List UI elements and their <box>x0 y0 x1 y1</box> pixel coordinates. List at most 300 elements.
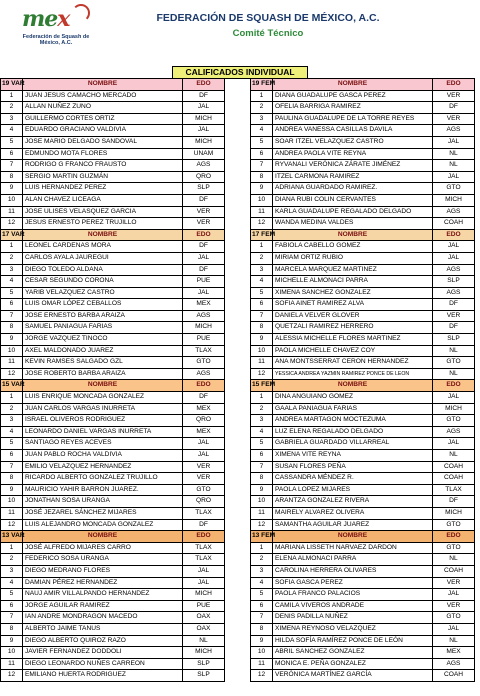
rank-cell: 9 <box>251 334 273 346</box>
table-row <box>251 264 475 276</box>
state-cell: MICH <box>183 589 225 601</box>
player-name-cell: JOSE ULISES VELASQUEZ GARCIA <box>23 206 183 218</box>
table-row <box>251 183 475 195</box>
rank-cell: 9 <box>251 484 273 496</box>
table-row <box>1 519 225 531</box>
player-name-cell: AXEL MALDONADO JUAREZ <box>23 345 183 357</box>
femenil-category-header <box>251 531 475 543</box>
squash-ball-icon <box>72 4 90 22</box>
rank-cell: 2 <box>1 554 23 566</box>
table-row <box>1 600 225 612</box>
state-cell: VER <box>183 473 225 485</box>
document-header <box>0 0 480 62</box>
player-name-cell: SANTIAGO REYES ACEVES <box>23 438 183 450</box>
state-cell: DF <box>433 322 475 334</box>
rank-cell: 10 <box>1 345 23 357</box>
state-cell: GTO <box>433 415 475 427</box>
rank-cell: 7 <box>251 612 273 624</box>
player-name-cell: CAROLINA HERRERA OLIVARES <box>273 565 433 577</box>
category-label: 19 VAR <box>1 79 23 91</box>
rank-cell: 11 <box>1 206 23 218</box>
state-cell: JAL <box>183 102 225 114</box>
table-row <box>1 415 225 427</box>
femenil-category-header <box>251 79 475 91</box>
state-column-header: EDO <box>433 229 475 241</box>
rank-cell: 7 <box>1 310 23 322</box>
table-row <box>251 403 475 415</box>
state-column-header: EDO <box>183 229 225 241</box>
table-row <box>1 113 225 125</box>
table-row <box>1 670 225 682</box>
state-cell: TLAX <box>183 507 225 519</box>
table-row <box>1 160 225 172</box>
rank-cell: 8 <box>1 623 23 635</box>
rank-cell: 4 <box>251 276 273 288</box>
player-name-cell: EDMUNDO MOTA FLORES <box>23 148 183 160</box>
committee-subtitle: Comité Técnico <box>232 28 304 39</box>
rank-cell: 6 <box>251 148 273 160</box>
federation-logo <box>18 4 90 54</box>
state-cell: DF <box>183 392 225 404</box>
rank-cell: 5 <box>1 136 23 148</box>
rank-cell: 10 <box>1 647 23 659</box>
state-cell: PUE <box>183 334 225 346</box>
state-cell: AGS <box>183 160 225 172</box>
player-name-cell: SERGIO MARTIN GUZMÁN <box>23 171 183 183</box>
rank-cell: 4 <box>251 577 273 589</box>
rank-cell: 8 <box>1 322 23 334</box>
rank-cell: 5 <box>251 287 273 299</box>
table-row <box>251 450 475 462</box>
state-cell: DF <box>433 102 475 114</box>
state-cell: VER <box>433 113 475 125</box>
state-cell: OAX <box>183 623 225 635</box>
rank-cell: 9 <box>1 334 23 346</box>
state-cell: COAH <box>433 461 475 473</box>
table-row <box>251 125 475 137</box>
state-cell: DF <box>183 519 225 531</box>
state-cell: JAL <box>183 252 225 264</box>
state-cell: DF <box>183 194 225 206</box>
table-row <box>1 345 225 357</box>
player-name-cell: DINA ANGUIANO GOMEZ <box>273 392 433 404</box>
table-row <box>251 299 475 311</box>
state-cell: GTO <box>433 612 475 624</box>
state-cell: PUE <box>183 276 225 288</box>
state-cell: AGS <box>183 368 225 380</box>
femenil-category-header <box>251 380 475 392</box>
state-cell: TLAX <box>433 484 475 496</box>
player-name-cell: ANDREA MARTAGON MOCTEZUMA <box>273 415 433 427</box>
table-row <box>1 623 225 635</box>
state-cell: AGS <box>433 206 475 218</box>
player-name-cell: MARIANA LISSETH NARVAEZ DARDON <box>273 542 433 554</box>
state-cell: GTO <box>433 519 475 531</box>
player-name-cell: GUILLERMO CORTES ORTIZ <box>23 113 183 125</box>
player-name-cell: CASSANDRA MÉNDEZ R. <box>273 473 433 485</box>
player-name-cell: PAOLA FRANCO PALACIOS <box>273 589 433 601</box>
rank-cell: 9 <box>1 183 23 195</box>
table-row <box>251 113 475 125</box>
rank-cell: 5 <box>1 287 23 299</box>
table-row <box>1 554 225 566</box>
rank-cell: 10 <box>251 647 273 659</box>
player-name-cell: SOFIA GASCA PEREZ <box>273 577 433 589</box>
rank-cell: 1 <box>251 90 273 102</box>
state-cell: MEX <box>433 647 475 659</box>
state-cell: SLP <box>183 658 225 670</box>
player-name-cell: ANA MONTSSERRAT CERON HERNANDEZ <box>273 357 433 369</box>
rank-cell: 9 <box>251 183 273 195</box>
table-row <box>251 461 475 473</box>
player-name-cell: ADRIANA GUARDADO RAMIREZ. <box>273 183 433 195</box>
table-row <box>251 438 475 450</box>
state-cell: SLP <box>183 670 225 682</box>
table-row <box>1 125 225 137</box>
rank-cell: 12 <box>251 368 273 380</box>
table-row <box>251 658 475 670</box>
state-cell: COAH <box>433 473 475 485</box>
rank-cell: 3 <box>251 264 273 276</box>
name-column-header: NOMBRE <box>273 229 433 241</box>
rank-cell: 8 <box>251 623 273 635</box>
state-cell: AGS <box>433 658 475 670</box>
rank-cell: 5 <box>251 438 273 450</box>
category-label: 15 VAR <box>1 380 23 392</box>
rank-cell: 11 <box>1 507 23 519</box>
player-name-cell: LEONEL CARDENAS MORA <box>23 241 183 253</box>
name-column-header: NOMBRE <box>23 229 183 241</box>
player-name-cell: DIEGO MEDRANO FLORES <box>23 565 183 577</box>
state-cell: AGS <box>183 310 225 322</box>
name-column-header: NOMBRE <box>23 79 183 91</box>
state-cell: MICH <box>433 403 475 415</box>
table-row <box>251 542 475 554</box>
player-name-cell: JORGE AGUILAR RAMIREZ <box>23 600 183 612</box>
player-name-cell: JESUS ERNESTO PEREZ TRUJILLO <box>23 218 183 230</box>
table-row <box>251 194 475 206</box>
player-name-cell: ALESSIA MICHELLE FLORES MARTINEZ <box>273 334 433 346</box>
player-name-cell: KEVIN RAMSES SALGADO GZL <box>23 357 183 369</box>
player-name-cell: JAVIER FERNANDEZ DODDOLI <box>23 647 183 659</box>
table-row <box>251 90 475 102</box>
logo-wordmark: mex <box>22 6 70 32</box>
state-cell: JAL <box>183 438 225 450</box>
player-name-cell: RODRIGO G FRANCO FRAUSTO <box>23 160 183 172</box>
player-name-cell: JUAN PABLO ROCHA VALDIVIA <box>23 450 183 462</box>
rank-cell: 2 <box>251 252 273 264</box>
category-label: 17 VAR <box>1 229 23 241</box>
varonil-category-header <box>1 380 225 392</box>
state-cell: JAL <box>433 241 475 253</box>
state-cell: TLAX <box>183 345 225 357</box>
state-column-header: EDO <box>433 380 475 392</box>
table-row <box>251 392 475 404</box>
player-name-cell: XIMENA SANCHEZ GONZALEZ <box>273 287 433 299</box>
rank-cell: 9 <box>1 484 23 496</box>
state-cell: JAL <box>433 392 475 404</box>
rank-cell: 12 <box>251 519 273 531</box>
rank-cell: 4 <box>1 577 23 589</box>
table-row <box>1 287 225 299</box>
rank-cell: 6 <box>1 148 23 160</box>
table-row <box>1 612 225 624</box>
player-name-cell: DIANA RUBI COLIN CERVANTES <box>273 194 433 206</box>
state-column-header: EDO <box>183 380 225 392</box>
player-name-cell: PAULINA GUADALUPE DE LA TORRE REYES <box>273 113 433 125</box>
state-cell: QRO <box>183 171 225 183</box>
table-row <box>251 507 475 519</box>
rank-cell: 6 <box>1 450 23 462</box>
player-name-cell: JUAN CARLOS VARGAS INURRETA <box>23 403 183 415</box>
player-name-cell: MAIRELY ALVAREZ OLIVERA <box>273 507 433 519</box>
state-column-header: EDO <box>183 79 225 91</box>
state-cell: MICH <box>183 647 225 659</box>
state-cell: SLP <box>433 276 475 288</box>
rank-cell: 1 <box>1 241 23 253</box>
state-cell: AGS <box>433 125 475 137</box>
player-name-cell: JOSE MARIO DELGADO SANDOVAL <box>23 136 183 148</box>
table-row <box>1 102 225 114</box>
state-cell: DF <box>433 299 475 311</box>
player-name-cell: DIEGO ALBERTO QUIROZ RAZO <box>23 635 183 647</box>
name-column-header: NOMBRE <box>273 380 433 392</box>
state-cell: QRO <box>183 415 225 427</box>
rank-cell: 1 <box>251 542 273 554</box>
rank-cell: 3 <box>1 415 23 427</box>
table-row <box>1 473 225 485</box>
rank-cell: 10 <box>1 496 23 508</box>
state-cell: GTO <box>183 484 225 496</box>
state-cell: DF <box>433 496 475 508</box>
rank-cell: 7 <box>1 461 23 473</box>
state-cell: MICH <box>183 322 225 334</box>
player-name-cell: JOSE ROBERTO BARBA ARAIZA <box>23 368 183 380</box>
table-row <box>1 194 225 206</box>
rank-cell: 12 <box>1 368 23 380</box>
player-name-cell: JUAN JESUS CAMACHO MERCADO <box>23 90 183 102</box>
rank-cell: 8 <box>1 171 23 183</box>
state-cell: JAL <box>433 171 475 183</box>
state-cell: TLAX <box>183 542 225 554</box>
table-row <box>1 403 225 415</box>
player-name-cell: FEDERICO SOSA URANGA <box>23 554 183 566</box>
table-row <box>251 589 475 601</box>
state-column-header: EDO <box>183 531 225 543</box>
state-cell: NL <box>433 635 475 647</box>
player-name-cell: DAMIAN PÉREZ HERNANDEZ <box>23 577 183 589</box>
state-cell: DF <box>183 90 225 102</box>
player-name-cell: JOSÉ JEZAREL SÁNCHEZ MIJARES <box>23 507 183 519</box>
rank-cell: 12 <box>1 519 23 531</box>
state-cell: VER <box>433 310 475 322</box>
player-name-cell: JORGE VAZQUEZ TINOCO <box>23 334 183 346</box>
state-cell: AGS <box>433 264 475 276</box>
state-cell: AGS <box>433 287 475 299</box>
table-row <box>1 171 225 183</box>
table-row <box>251 612 475 624</box>
table-row <box>1 635 225 647</box>
state-cell: MICH <box>183 136 225 148</box>
player-name-cell: ISRAEL OLIVEROS RODRIGUEZ <box>23 415 183 427</box>
state-cell: NL <box>433 148 475 160</box>
category-label: 15 FEM <box>251 380 273 392</box>
table-row <box>251 218 475 230</box>
state-cell: MEX <box>183 299 225 311</box>
table-row <box>251 484 475 496</box>
rank-cell: 11 <box>251 357 273 369</box>
rank-cell: 1 <box>1 90 23 102</box>
table-row <box>1 507 225 519</box>
table-row <box>251 148 475 160</box>
table-row <box>1 461 225 473</box>
table-row <box>1 589 225 601</box>
table-row <box>251 496 475 508</box>
rank-cell: 4 <box>1 276 23 288</box>
rank-cell: 4 <box>251 125 273 137</box>
player-name-cell: CAMILA VIVEROS ANDRADE <box>273 600 433 612</box>
rank-cell: 4 <box>1 125 23 137</box>
rank-cell: 6 <box>251 450 273 462</box>
player-name-cell: DIEGO TOLEDO ALDANA <box>23 264 183 276</box>
rank-cell: 2 <box>251 403 273 415</box>
organization-title: FEDERACIÓN DE SQUASH DE MÉXICO, A.C. <box>156 12 380 24</box>
state-cell: VER <box>433 577 475 589</box>
state-column-header: EDO <box>433 531 475 543</box>
table-row <box>1 450 225 462</box>
table-row <box>1 310 225 322</box>
player-name-cell: LUZ ELENA REGALADO DELGADO <box>273 426 433 438</box>
table-row <box>1 484 225 496</box>
state-cell: SLP <box>183 183 225 195</box>
rank-cell: 11 <box>1 658 23 670</box>
rank-cell: 8 <box>251 473 273 485</box>
player-name-cell: RYVANALI VERÓNICA ZÁRATE JIMÉNEZ <box>273 160 433 172</box>
rank-cell: 6 <box>251 600 273 612</box>
table-row <box>1 658 225 670</box>
femenil-column <box>250 78 474 682</box>
state-cell: VER <box>433 600 475 612</box>
state-cell: JAL <box>183 125 225 137</box>
player-name-cell: ALLAN NUÑEZ ZUNO <box>23 102 183 114</box>
player-name-cell: SAMUEL PANIAGUA FARIAS <box>23 322 183 334</box>
table-row <box>251 287 475 299</box>
rank-cell: 4 <box>251 426 273 438</box>
state-cell: VER <box>183 218 225 230</box>
rank-cell: 8 <box>1 473 23 485</box>
rank-cell: 2 <box>251 102 273 114</box>
player-name-cell: HILDA SOFÍA RAMÍREZ PONCE DE LEÓN <box>273 635 433 647</box>
player-name-cell: MONICA E. PEÑA GONZALEZ <box>273 658 433 670</box>
rank-cell: 5 <box>251 136 273 148</box>
player-name-cell: QUETZALI RAMIREZ HERRERO <box>273 322 433 334</box>
varonil-table <box>0 78 225 682</box>
state-cell: MEX <box>183 426 225 438</box>
state-cell: JAL <box>183 287 225 299</box>
player-name-cell: ALAN CHAVEZ LICEAGA <box>23 194 183 206</box>
rank-cell: 5 <box>1 438 23 450</box>
name-column-header: NOMBRE <box>273 79 433 91</box>
player-name-cell: GABRIELA GUARDADO VILLARREAL <box>273 438 433 450</box>
state-cell: DF <box>183 241 225 253</box>
rank-cell: 11 <box>251 507 273 519</box>
player-name-cell: DIANA GUADALUPE GASCA PEREZ <box>273 90 433 102</box>
table-row <box>251 252 475 264</box>
rank-cell: 2 <box>1 252 23 264</box>
table-row <box>251 519 475 531</box>
table-row <box>251 426 475 438</box>
state-cell: NL <box>183 635 225 647</box>
table-row <box>251 345 475 357</box>
player-name-cell: IAN ANDRE MONDRAGON MACEDO <box>23 612 183 624</box>
rank-cell: 2 <box>1 102 23 114</box>
player-name-cell: ITZEL CARMONA RAMIREZ <box>273 171 433 183</box>
player-name-cell: LUIS ENRIQUE MONCADA GONZALEZ <box>23 392 183 404</box>
rank-cell: 3 <box>251 415 273 427</box>
table-row <box>251 171 475 183</box>
state-cell: VER <box>183 206 225 218</box>
state-cell: NL <box>433 345 475 357</box>
category-label: 13 FEM <box>251 531 273 543</box>
table-row <box>1 218 225 230</box>
table-row <box>1 241 225 253</box>
player-name-cell: PAOLA LOPEZ MIJARES <box>273 484 433 496</box>
rank-cell: 8 <box>251 322 273 334</box>
table-row <box>251 473 475 485</box>
varonil-category-header <box>1 229 225 241</box>
table-row <box>251 368 475 380</box>
player-name-cell: RICARDO ALBERTO GONZALEZ TRUJILLO <box>23 473 183 485</box>
state-cell: JAL <box>183 577 225 589</box>
rank-cell: 9 <box>251 635 273 647</box>
player-name-cell: ANDREA PAOLA VITE REYNA <box>273 148 433 160</box>
section-banner: CALIFICADOS INDIVIDUAL <box>172 66 308 79</box>
table-row <box>1 299 225 311</box>
player-name-cell: LUIS HERNANDEZ PEREZ <box>23 183 183 195</box>
table-row <box>251 565 475 577</box>
rank-cell: 3 <box>1 113 23 125</box>
player-name-cell: ANDREA VANESSA CASILLAS DAVILA <box>273 125 433 137</box>
player-name-cell: NAUJ AMIR VILLALPANDO HERNANDEZ <box>23 589 183 601</box>
rank-cell: 1 <box>1 542 23 554</box>
table-row <box>1 496 225 508</box>
player-name-cell: DENIS PADILLA NUÑEZ <box>273 612 433 624</box>
rank-cell: 3 <box>1 565 23 577</box>
rank-cell: 10 <box>251 496 273 508</box>
femenil-category-header <box>251 229 475 241</box>
player-name-cell: GAALA PANIAGUA FARIAS <box>273 403 433 415</box>
table-row <box>251 577 475 589</box>
state-cell: GTO <box>433 542 475 554</box>
table-row <box>1 565 225 577</box>
rank-cell: 5 <box>1 589 23 601</box>
rank-cell: 6 <box>251 299 273 311</box>
rank-cell: 7 <box>1 160 23 172</box>
rank-cell: 7 <box>251 310 273 322</box>
state-cell: SLP <box>433 334 475 346</box>
state-cell: OAX <box>183 612 225 624</box>
table-row <box>1 264 225 276</box>
rank-cell: 2 <box>251 554 273 566</box>
player-name-cell: ABRIL SANCHEZ GONZALEZ <box>273 647 433 659</box>
table-row <box>1 136 225 148</box>
rank-cell: 7 <box>251 160 273 172</box>
name-column-header: NOMBRE <box>273 531 433 543</box>
player-name-cell: WANDA MEDINA VALDES <box>273 218 433 230</box>
player-name-cell: SAMANTHA AGUILAR JUAREZ <box>273 519 433 531</box>
table-row <box>251 102 475 114</box>
rank-cell: 12 <box>251 670 273 682</box>
